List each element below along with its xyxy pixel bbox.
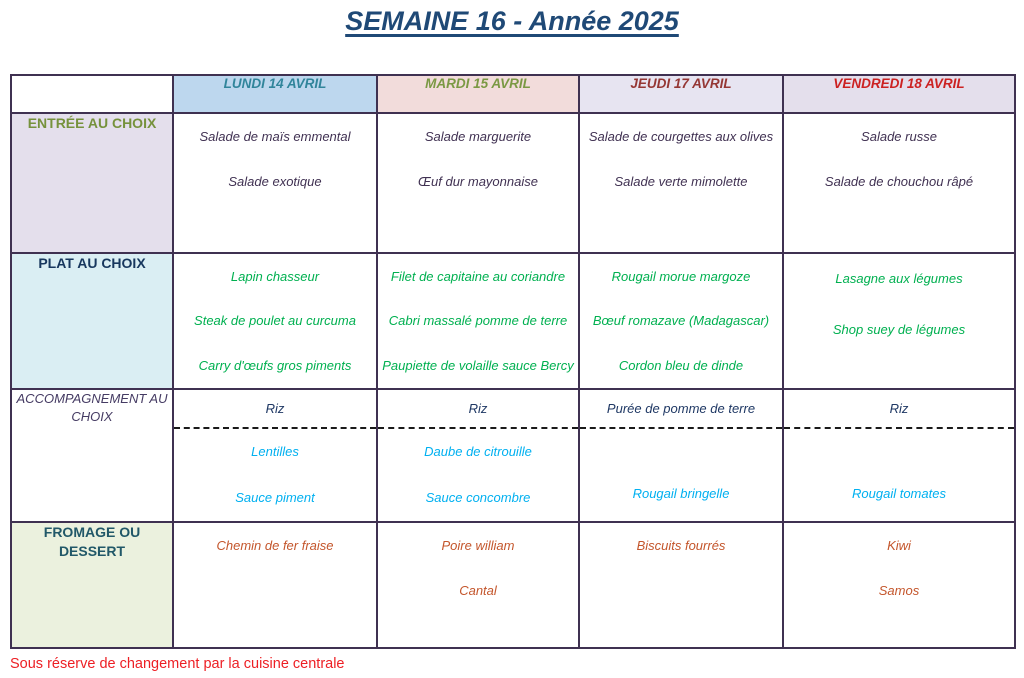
menu-item: Chemin de fer fraise: [216, 538, 334, 553]
menu-item: Cantal: [459, 582, 497, 598]
menu-item: Daube de citrouille: [424, 444, 532, 460]
corner-spacer: [11, 75, 173, 113]
menu-item: Salade verte mimolette: [614, 173, 748, 189]
row-label-dessert: FROMAGE OU DESSERT: [11, 522, 173, 648]
menu-item: Carry d'œufs gros piments: [198, 357, 352, 373]
menu-item: Poire william: [441, 538, 515, 553]
accompagnement-row: [11, 389, 1015, 522]
accomp-cell-friday: [783, 389, 1015, 522]
row-label-entree: ENTRÉE AU CHOIX: [11, 113, 173, 253]
menu-item: Lentilles: [251, 444, 299, 460]
accomp-cell-monday: [173, 389, 377, 522]
menu-item: Sauce concombre: [425, 490, 531, 506]
menu-item: Shop suey de légumes: [832, 322, 966, 337]
entree-cell-tuesday: [377, 113, 579, 253]
menu-item: Filet de capitaine au coriandre: [390, 268, 566, 284]
accomp-cell-tuesday: [377, 389, 579, 522]
menu-item: Rougail morue margoze: [611, 268, 751, 284]
entree-row: [11, 113, 1015, 253]
dessert-cell-thursday: [579, 522, 783, 648]
menu-item: Salade de maïs emmental: [199, 129, 351, 144]
menu-item: Sauce piment: [235, 490, 315, 506]
menu-item: Salade russe: [861, 129, 937, 144]
menu-item: Salade de courgettes aux olives: [588, 129, 774, 144]
menu-table: [10, 74, 1016, 649]
plat-cell-tuesday: [377, 253, 579, 389]
menu-item: Cabri massalé pomme de terre: [388, 313, 568, 329]
row-label-accompagnement: ACCOMPAGNEMENT AU CHOIX: [11, 389, 173, 522]
menu-item: Lasagne aux légumes: [835, 271, 963, 287]
plat-cell-thursday: [579, 253, 783, 389]
entree-cell-friday: [783, 113, 1015, 253]
menu-item: Steak de poulet au curcuma: [194, 313, 356, 329]
menu-item: Rougail tomates: [852, 485, 946, 501]
menu-item: Biscuits fourrés: [636, 538, 726, 553]
day-header-monday: LUNDI 14 AVRIL: [173, 75, 377, 113]
menu-item: Kiwi: [887, 538, 911, 553]
page-title: SEMAINE 16 - Année 2025: [345, 6, 679, 36]
menu-item: Riz: [468, 400, 488, 416]
row-label-plat: PLAT AU CHOIX: [11, 253, 173, 389]
dessert-cell-monday: [173, 522, 377, 648]
accomp-cell-thursday: [579, 389, 783, 522]
menu-item: Lapin chasseur: [230, 268, 320, 284]
menu-item: Bœuf romazave (Madagascar): [592, 313, 770, 329]
menu-item: Œuf dur mayonnaise: [418, 173, 538, 189]
day-header-friday: VENDREDI 18 AVRIL: [783, 75, 1015, 113]
entree-cell-thursday: [579, 113, 783, 253]
menu-item: Riz: [265, 400, 285, 416]
menu-item: Samos: [878, 582, 920, 598]
menu-item: Riz: [889, 400, 909, 416]
day-header-thursday: JEUDI 17 AVRIL: [579, 75, 783, 113]
menu-item: Rougail bringelle: [632, 485, 730, 501]
menu-item: Cordon bleu de dinde: [618, 357, 744, 373]
plat-cell-friday: [783, 253, 1015, 389]
dessert-cell-friday: [783, 522, 1015, 648]
menu-item: Salade de chouchou râpé: [824, 173, 974, 189]
dessert-row: [11, 522, 1015, 648]
plat-cell-monday: [173, 253, 377, 389]
plat-row: [11, 253, 1015, 389]
header-row: [11, 75, 1015, 113]
dessert-cell-tuesday: [377, 522, 579, 648]
entree-cell-monday: [173, 113, 377, 253]
menu-item: Paupiette de volaille sauce Bercy: [382, 357, 574, 373]
menu-item: Salade exotique: [228, 173, 322, 189]
menu-item: Salade marguerite: [424, 129, 532, 144]
day-header-tuesday: MARDI 15 AVRIL: [377, 75, 579, 113]
footer-note: Sous réserve de changement par la cuisine centrale: [10, 656, 345, 672]
menu-item: Purée de pomme de terre: [606, 400, 756, 416]
